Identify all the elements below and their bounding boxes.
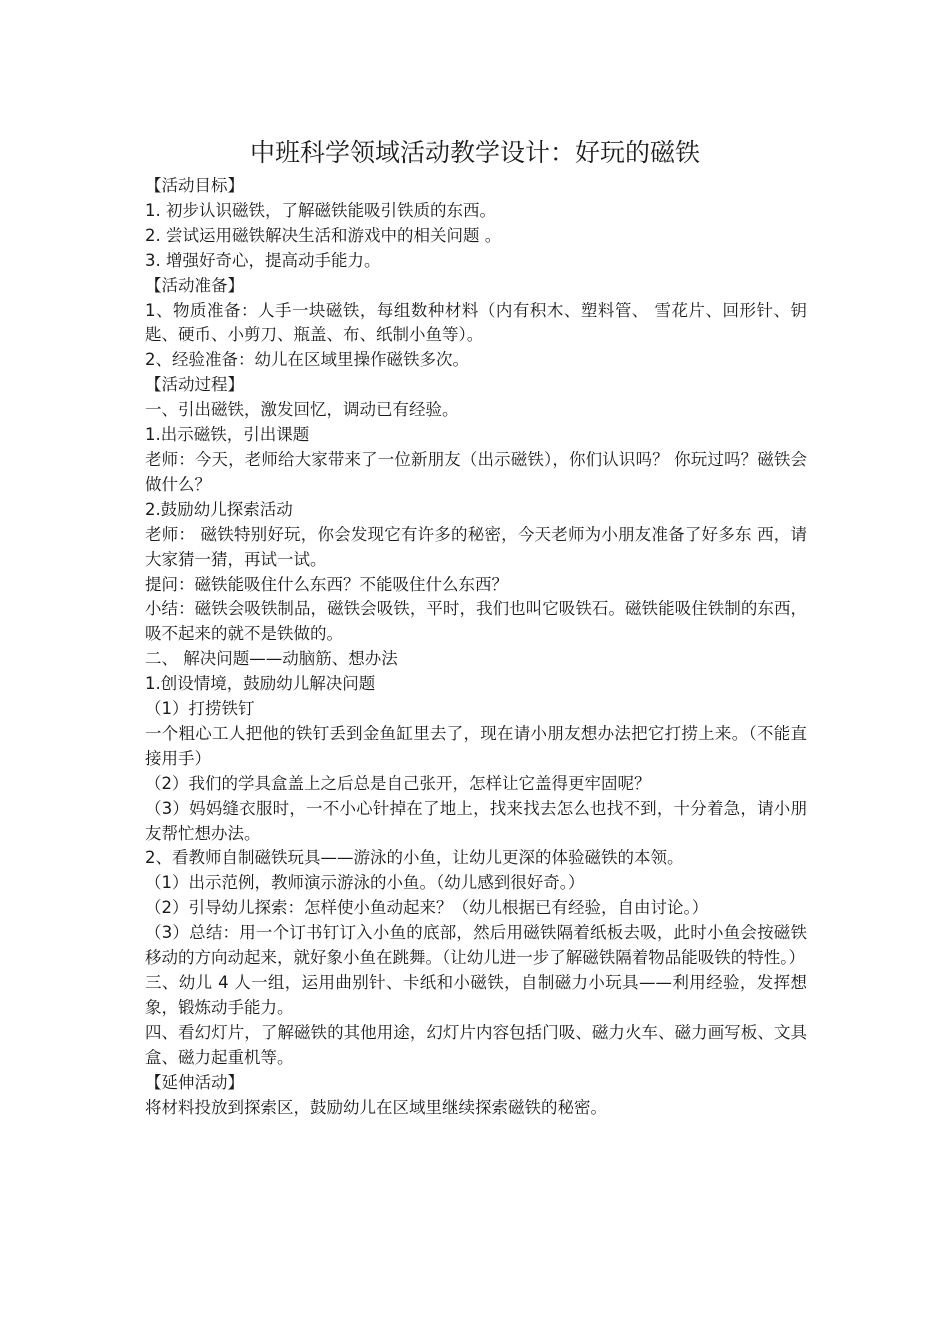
section-heading-goals: 【活动目标】 bbox=[145, 176, 244, 195]
teacher-dialogue-1: 老师：今天，老师给大家带来了一位新朋友（出示磁铁），你们认识吗？ 你玩过吗？磁铁会做什么？ bbox=[145, 449, 807, 494]
scenario-1-text: 一个粗心工人把他的铁钉丢到金鱼缸里去了，现在请小朋友想办法把它打捞上来。（不能直接用手） bbox=[145, 723, 807, 768]
scenario-3-text: （3）妈妈缝衣服时，一不小心针掉在了地上，找来找去怎么也找不到，十分着急，请小朋友帮忙想办法。 bbox=[145, 798, 807, 843]
preparation-experience: 2、经验准备：幼儿在区域里操作磁铁多次。 bbox=[145, 350, 469, 370]
scenario-1-heading: （1）打捞铁钉 bbox=[145, 699, 255, 719]
fish-demo-1: （1）出示范例，教师演示游泳的小鱼。（幼儿感到很好奇。） bbox=[145, 873, 585, 893]
preparation-materials: 1、物质准备：人手一块磁铁，每组数种材料（内有积木、塑料管、 雪花片、回形针、钥匙、硬币、小剪刀、瓶盖、布、纸制小鱼等）。 bbox=[145, 300, 807, 345]
process-step-2-heading: 二、 解决问题——动脑筋、想办法 bbox=[145, 649, 398, 669]
document-body bbox=[145, 174, 807, 1120]
goal-item-3: 3. 增强好奇心，提高动手能力。 bbox=[145, 250, 381, 270]
section-heading-extension: 【延伸活动】 bbox=[145, 1072, 244, 1092]
goal-item-1: 1. 初步认识磁铁，了解磁铁能吸引铁质的东西。 bbox=[145, 200, 496, 220]
process-step-1-2: 2.鼓励幼儿探索活动 bbox=[145, 499, 293, 519]
document-title: 中班科学领域活动教学设计：好玩的磁铁 bbox=[249, 138, 700, 167]
process-step-2-2: 2、看教师自制磁铁玩具——游泳的小鱼，让幼儿更深的体验磁铁的本领。 bbox=[145, 848, 684, 868]
goal-item-2: 2. 尝试运用磁铁解决生活和游戏中的相关问题 。 bbox=[145, 225, 502, 245]
scenario-2-text: （2）我们的学具盒盖上之后总是自己张开，怎样让它盖得更牢固呢？ bbox=[145, 773, 651, 793]
summary-paragraph: 小结：磁铁会吸铁制品，磁铁会吸铁，平时，我们也叫它吸铁石。磁铁能吸住铁制的东西，吸不起来的就不是铁做的。 bbox=[145, 599, 807, 644]
question-paragraph: 提问：磁铁能吸住什么东西？不能吸住什么东西？ bbox=[145, 574, 508, 594]
extension-text: 将材料投放到探索区，鼓励幼儿在区域里继续探索磁铁的秘密。 bbox=[145, 1097, 607, 1117]
section-heading-preparation: 【活动准备】 bbox=[145, 275, 244, 295]
process-step-1-heading: 一、引出磁铁，激发回忆，调动已有经验。 bbox=[145, 400, 459, 420]
fish-demo-2: （2）引导幼儿探索：怎样使小鱼动起来？（幼儿根据已有经验，自由讨论。） bbox=[145, 898, 709, 918]
process-step-3: 三、幼儿 4 人一组，运用曲别针、卡纸和小磁铁，自制磁力小玩具——利用经验，发挥想象，锻炼动手能力。 bbox=[145, 973, 807, 1017]
process-step-4: 四、看幻灯片，了解磁铁的其他用途，幻灯片内容包括门吸、磁力火车、磁力画写板、文具盒、磁力起重机等。 bbox=[145, 1022, 807, 1067]
fish-demo-3: （3）总结：用一个订书钉订入小鱼的底部，然后用磁铁隔着纸板去吸，此时小鱼会按磁铁移动的方向动起来，就好象小鱼在跳舞。（让幼儿进一步了解磁铁隔着物品能吸铁的特性。） bbox=[145, 923, 807, 968]
process-step-2-1: 1.创设情境，鼓励幼儿解决问题 bbox=[145, 674, 376, 694]
process-step-1-1: 1.出示磁铁，引出课题 bbox=[145, 425, 310, 445]
section-heading-process: 【活动过程】 bbox=[145, 375, 244, 395]
teacher-dialogue-2: 老师： 磁铁特别好玩，你会发现它有许多的秘密，今天老师为小朋友准备了好多东 西，请大家猜一猜，再试一试。 bbox=[145, 524, 807, 569]
